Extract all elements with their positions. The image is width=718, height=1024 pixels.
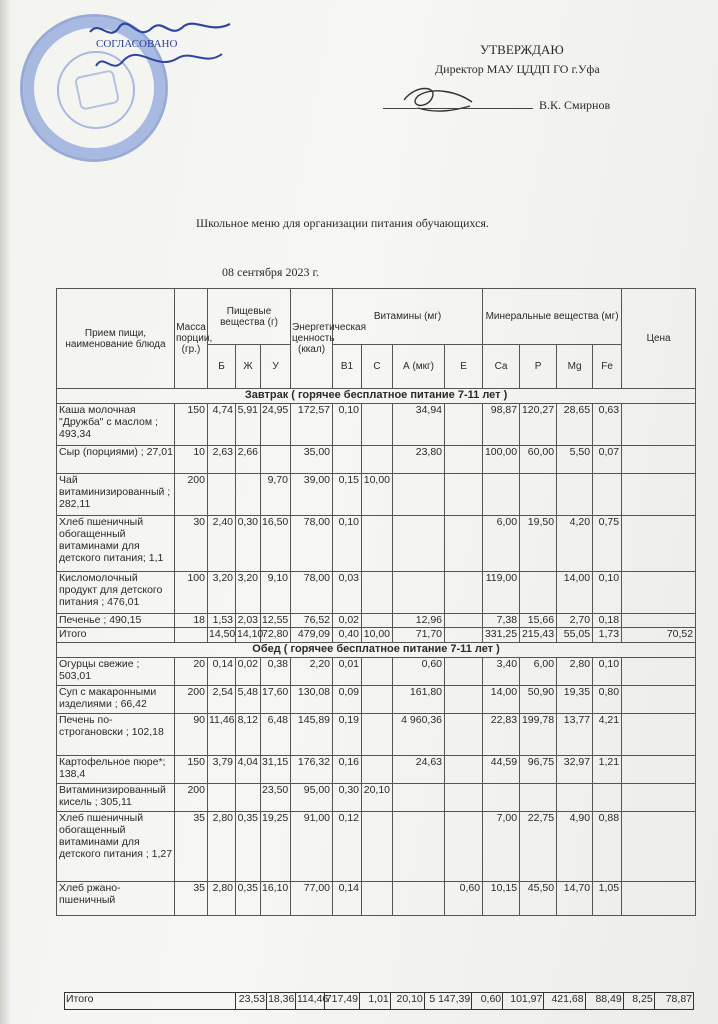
cell-value [483, 474, 520, 516]
total-value: 8,25 [623, 993, 654, 1010]
cell-value: 0,30 [333, 784, 362, 812]
cell-value: 50,90 [520, 686, 557, 714]
approve-label: УТВЕРЖДАЮ [480, 42, 564, 57]
header-sub: Б [208, 345, 236, 389]
cell-value [208, 784, 236, 812]
header-sub: B1 [333, 345, 362, 389]
dish-name: Каша молочная "Дружба" с маслом ; 493,34 [57, 404, 175, 446]
cell-value [622, 812, 696, 882]
cell-value [622, 446, 696, 474]
cell-value [362, 516, 393, 572]
cell-value: 0,12 [333, 812, 362, 882]
cell-value: 1,21 [593, 756, 622, 784]
cell-value [445, 516, 483, 572]
cell-value: 3,40 [483, 658, 520, 686]
cell-value: 145,89 [291, 714, 333, 756]
cell-value: 22,75 [520, 812, 557, 882]
total-value: 0,60 [472, 993, 503, 1010]
cell-value [445, 756, 483, 784]
table-row [57, 572, 696, 614]
menu-table [56, 288, 696, 916]
cell-value [393, 812, 445, 882]
cell-value: 2,63 [208, 446, 236, 474]
cell-value: 15,66 [520, 614, 557, 628]
total-value: 78,87 [654, 993, 693, 1010]
cell-value: 0,60 [445, 882, 483, 916]
cell-value: 0,07 [593, 446, 622, 474]
total-label: Итого [65, 993, 236, 1010]
cell-value: 100,00 [483, 446, 520, 474]
cell-value [622, 614, 696, 628]
cell-value [520, 474, 557, 516]
cell-value [593, 474, 622, 516]
cell-value [445, 474, 483, 516]
cell-value: 16,50 [261, 516, 291, 572]
dish-name: Печень по-строгановски ; 102,18 [57, 714, 175, 756]
cell-value: 44,59 [483, 756, 520, 784]
cell-value [622, 686, 696, 714]
cell-value: 9,10 [261, 572, 291, 614]
cell-value: 14,70 [557, 882, 593, 916]
cell-value: 0,18 [593, 614, 622, 628]
cell-value [445, 812, 483, 882]
cell-value [622, 658, 696, 686]
cell-value: 3,79 [208, 756, 236, 784]
cell-value [362, 756, 393, 784]
cell-value: 0,35 [236, 882, 261, 916]
cell-value [445, 614, 483, 628]
dish-name: Хлеб пшеничный обогащенный витаминами для детского питания ; 1,27 [57, 812, 175, 882]
cell-value: 45,50 [520, 882, 557, 916]
cell-value: 60,00 [520, 446, 557, 474]
dish-name: Чай витаминизированный ; 282,11 [57, 474, 175, 516]
cell-value [622, 572, 696, 614]
cell-value [622, 882, 696, 916]
cell-value: 35 [175, 812, 208, 882]
cell-value [333, 446, 362, 474]
header-vitamins: Витамины (мг) [333, 289, 483, 345]
dish-name: Сыр (порциями) ; 27,01 [57, 446, 175, 474]
table-row [57, 516, 696, 572]
table-row [57, 784, 696, 812]
cell-value: 200 [175, 686, 208, 714]
cell-value [362, 882, 393, 916]
cell-value [362, 404, 393, 446]
cell-value: 0,75 [593, 516, 622, 572]
cell-value [445, 404, 483, 446]
total-value: 88,49 [585, 993, 623, 1010]
total-value: 0,40 [333, 628, 362, 643]
cell-value [622, 714, 696, 756]
section-header: Обед ( горячее бесплатное питание 7-11 лет ) [57, 643, 696, 658]
cell-value [622, 756, 696, 784]
cell-value [236, 474, 261, 516]
cell-value [622, 474, 696, 516]
cell-value [261, 446, 291, 474]
cell-value: 20,10 [362, 784, 393, 812]
cell-value: 90 [175, 714, 208, 756]
cell-value: 78,00 [291, 516, 333, 572]
cell-value: 199,78 [520, 714, 557, 756]
total-value [445, 628, 483, 643]
cell-value [362, 714, 393, 756]
cell-value [622, 516, 696, 572]
total-value: 70,52 [622, 628, 696, 643]
cell-value: 20 [175, 658, 208, 686]
lunch-total-bar [64, 992, 694, 1010]
total-value: 421,68 [544, 993, 585, 1010]
header-sub: Mg [557, 345, 593, 389]
cell-value: 0,15 [333, 474, 362, 516]
total-value: 20,10 [390, 993, 424, 1010]
table-row [57, 714, 696, 756]
cell-value: 0,01 [333, 658, 362, 686]
cell-value: 4,74 [208, 404, 236, 446]
total-value: 23,53 [236, 993, 267, 1010]
header-sub: P [520, 345, 557, 389]
cell-value: 12,55 [261, 614, 291, 628]
cell-value: 172,57 [291, 404, 333, 446]
table-row [57, 474, 696, 516]
cell-value: 32,97 [557, 756, 593, 784]
cell-value: 14,00 [483, 686, 520, 714]
cell-value [208, 474, 236, 516]
cell-value [445, 714, 483, 756]
total-value: 479,09 [291, 628, 333, 643]
header-nutrients: Пищевые вещества (г) [208, 289, 291, 345]
cell-value [483, 784, 520, 812]
header-meal: Прием пищи, наименование блюда [57, 289, 175, 389]
cell-value [236, 784, 261, 812]
total-value: 1,01 [359, 993, 390, 1010]
table-row [57, 614, 696, 628]
cell-value [393, 474, 445, 516]
cell-value [393, 882, 445, 916]
dish-name: Картофельное пюре*; 138,4 [57, 756, 175, 784]
dish-name: Печенье ; 490,15 [57, 614, 175, 628]
cell-value: 0,14 [208, 658, 236, 686]
cell-value: 4,20 [557, 516, 593, 572]
cell-value: 6,00 [483, 516, 520, 572]
total-value: 114,46 [295, 993, 324, 1010]
header-energy: Энергетическая ценность (ккал) [291, 289, 333, 389]
cell-value: 34,94 [393, 404, 445, 446]
dish-name: Хлеб пшеничный обогащенный витаминами для детского питания; 1,1 [57, 516, 175, 572]
cell-value [362, 812, 393, 882]
cell-value: 6,48 [261, 714, 291, 756]
cell-value: 6,00 [520, 658, 557, 686]
cell-value: 31,15 [261, 756, 291, 784]
cell-value: 3,20 [236, 572, 261, 614]
total-value: 215,43 [520, 628, 557, 643]
cell-value: 0,02 [333, 614, 362, 628]
cell-value: 3,20 [208, 572, 236, 614]
cell-value: 2,66 [236, 446, 261, 474]
table-row [57, 658, 696, 686]
cell-value: 35 [175, 882, 208, 916]
cell-value: 0,10 [333, 404, 362, 446]
header-sub: E [445, 345, 483, 389]
cell-value: 200 [175, 474, 208, 516]
total-value [175, 628, 208, 643]
cell-value: 77,00 [291, 882, 333, 916]
cell-value: 18 [175, 614, 208, 628]
cell-value [393, 516, 445, 572]
cell-value: 2,80 [557, 658, 593, 686]
header-sub: Ca [483, 345, 520, 389]
cell-value: 0,14 [333, 882, 362, 916]
approved-label: СОГЛАСОВАНО [96, 38, 178, 50]
total-value: 331,25 [483, 628, 520, 643]
cell-value: 96,75 [520, 756, 557, 784]
cell-value: 0,10 [593, 572, 622, 614]
cell-value: 22,83 [483, 714, 520, 756]
cell-value: 19,50 [520, 516, 557, 572]
table-row [57, 404, 696, 446]
cell-value: 5,50 [557, 446, 593, 474]
cell-value [593, 784, 622, 812]
cell-value: 2,70 [557, 614, 593, 628]
cell-value [622, 404, 696, 446]
cell-value: 10 [175, 446, 208, 474]
cell-value: 19,35 [557, 686, 593, 714]
dish-name: Хлеб ржано-пшеничный [57, 882, 175, 916]
cell-value: 13,77 [557, 714, 593, 756]
total-value: 71,70 [393, 628, 445, 643]
cell-value: 200 [175, 784, 208, 812]
total-value: 14,10 [236, 628, 261, 643]
cell-value: 0,38 [261, 658, 291, 686]
cell-value: 2,20 [291, 658, 333, 686]
cell-value: 119,00 [483, 572, 520, 614]
total-value: 1,73 [593, 628, 622, 643]
cell-value: 150 [175, 404, 208, 446]
header-sub: Fe [593, 345, 622, 389]
total-value: 72,80 [261, 628, 291, 643]
cell-value [362, 614, 393, 628]
cell-value: 76,52 [291, 614, 333, 628]
cell-value: 16,10 [261, 882, 291, 916]
cell-value: 2,03 [236, 614, 261, 628]
cell-value [393, 572, 445, 614]
cell-value: 39,00 [291, 474, 333, 516]
cell-value [445, 784, 483, 812]
table-row [57, 756, 696, 784]
table-row [57, 686, 696, 714]
cell-value: 0,30 [236, 516, 261, 572]
total-value: 55,05 [557, 628, 593, 643]
cell-value: 2,40 [208, 516, 236, 572]
cell-value: 0,88 [593, 812, 622, 882]
cell-value: 0,16 [333, 756, 362, 784]
cell-value: 100 [175, 572, 208, 614]
cell-value [520, 784, 557, 812]
cell-value [445, 572, 483, 614]
cell-value: 4 960,36 [393, 714, 445, 756]
cell-value [445, 658, 483, 686]
cell-value [445, 446, 483, 474]
cell-value: 4,90 [557, 812, 593, 882]
cell-value [557, 474, 593, 516]
cell-value: 2,80 [208, 882, 236, 916]
cell-value: 5,48 [236, 686, 261, 714]
cell-value: 10,15 [483, 882, 520, 916]
cell-value: 7,38 [483, 614, 520, 628]
cell-value: 8,12 [236, 714, 261, 756]
cell-value: 10,00 [362, 474, 393, 516]
total-value: 10,00 [362, 628, 393, 643]
dish-name: Витаминизированный кисель ; 305,11 [57, 784, 175, 812]
dish-name: Суп с макаронными изделиями ; 66,42 [57, 686, 175, 714]
director-signature [398, 82, 478, 118]
dish-name: Огурцы свежие ; 503,01 [57, 658, 175, 686]
cell-value [557, 784, 593, 812]
cell-value: 78,00 [291, 572, 333, 614]
dish-name: Кисломолочный продукт для детского питания ; 476,01 [57, 572, 175, 614]
total-value: 101,97 [503, 993, 544, 1010]
cell-value: 130,08 [291, 686, 333, 714]
section-header: Завтрак ( горячее бесплатное питание 7-11 лет ) [57, 389, 696, 404]
header-sub: У [261, 345, 291, 389]
cell-value: 24,95 [261, 404, 291, 446]
header-price: Цена [622, 289, 696, 389]
cell-value: 4,21 [593, 714, 622, 756]
cell-value: 0,80 [593, 686, 622, 714]
cell-value: 23,50 [261, 784, 291, 812]
cell-value [362, 658, 393, 686]
cell-value: 98,87 [483, 404, 520, 446]
total-value: 717,49 [324, 993, 359, 1010]
cell-value: 0,02 [236, 658, 261, 686]
total-value: 5 147,39 [424, 993, 471, 1010]
cell-value: 0,19 [333, 714, 362, 756]
cell-value: 95,00 [291, 784, 333, 812]
cell-value: 161,80 [393, 686, 445, 714]
cell-value: 28,65 [557, 404, 593, 446]
cell-value [362, 686, 393, 714]
header-mass: Масса порции, (гр.) [175, 289, 208, 389]
cell-value: 0,35 [236, 812, 261, 882]
breakfast-total-row [57, 628, 696, 643]
director-title: Директор МАУ ЦДДП ГО г.Уфа [435, 62, 600, 76]
cell-value: 2,80 [208, 812, 236, 882]
cell-value: 0,60 [393, 658, 445, 686]
table-row [57, 812, 696, 882]
cell-value: 0,09 [333, 686, 362, 714]
cell-value [445, 686, 483, 714]
cell-value: 14,00 [557, 572, 593, 614]
cell-value: 5,91 [236, 404, 261, 446]
cell-value [362, 572, 393, 614]
cell-value: 176,32 [291, 756, 333, 784]
total-label: Итого [57, 628, 175, 643]
cell-value: 17,60 [261, 686, 291, 714]
total-value: 14,50 [208, 628, 236, 643]
cell-value: 0,10 [333, 516, 362, 572]
cell-value: 35,00 [291, 446, 333, 474]
cell-value: 4,04 [236, 756, 261, 784]
total-value: 18,36 [267, 993, 296, 1010]
cell-value: 1,53 [208, 614, 236, 628]
director-name: В.К. Смирнов [539, 98, 611, 112]
cell-value: 23,80 [393, 446, 445, 474]
cell-value [622, 784, 696, 812]
cell-value: 120,27 [520, 404, 557, 446]
cell-value: 0,63 [593, 404, 622, 446]
cell-value: 0,10 [593, 658, 622, 686]
cell-value [393, 784, 445, 812]
cell-value: 150 [175, 756, 208, 784]
cell-value: 30 [175, 516, 208, 572]
document-date: 08 сентября 2023 г. [222, 265, 320, 279]
cell-value: 2,54 [208, 686, 236, 714]
table-row [57, 882, 696, 916]
table-row [57, 446, 696, 474]
cell-value: 91,00 [291, 812, 333, 882]
cell-value: 12,96 [393, 614, 445, 628]
menu-table-wrap [56, 288, 695, 916]
cell-value: 24,63 [393, 756, 445, 784]
cell-value: 11,46 [208, 714, 236, 756]
document-title: Школьное меню для организации питания обучающихся. [196, 216, 489, 230]
cell-value: 7,00 [483, 812, 520, 882]
header-sub: А (мкг) [393, 345, 445, 389]
cell-value: 19,25 [261, 812, 291, 882]
header-sub: Ж [236, 345, 261, 389]
signature-line [383, 108, 533, 109]
cell-value [362, 446, 393, 474]
cell-value: 0,03 [333, 572, 362, 614]
cell-value: 9,70 [261, 474, 291, 516]
cell-value [520, 572, 557, 614]
page-edge-shadow [0, 0, 10, 1024]
cell-value: 1,05 [593, 882, 622, 916]
header-minerals: Минеральные вещества (мг) [483, 289, 622, 345]
header-sub: C [362, 345, 393, 389]
